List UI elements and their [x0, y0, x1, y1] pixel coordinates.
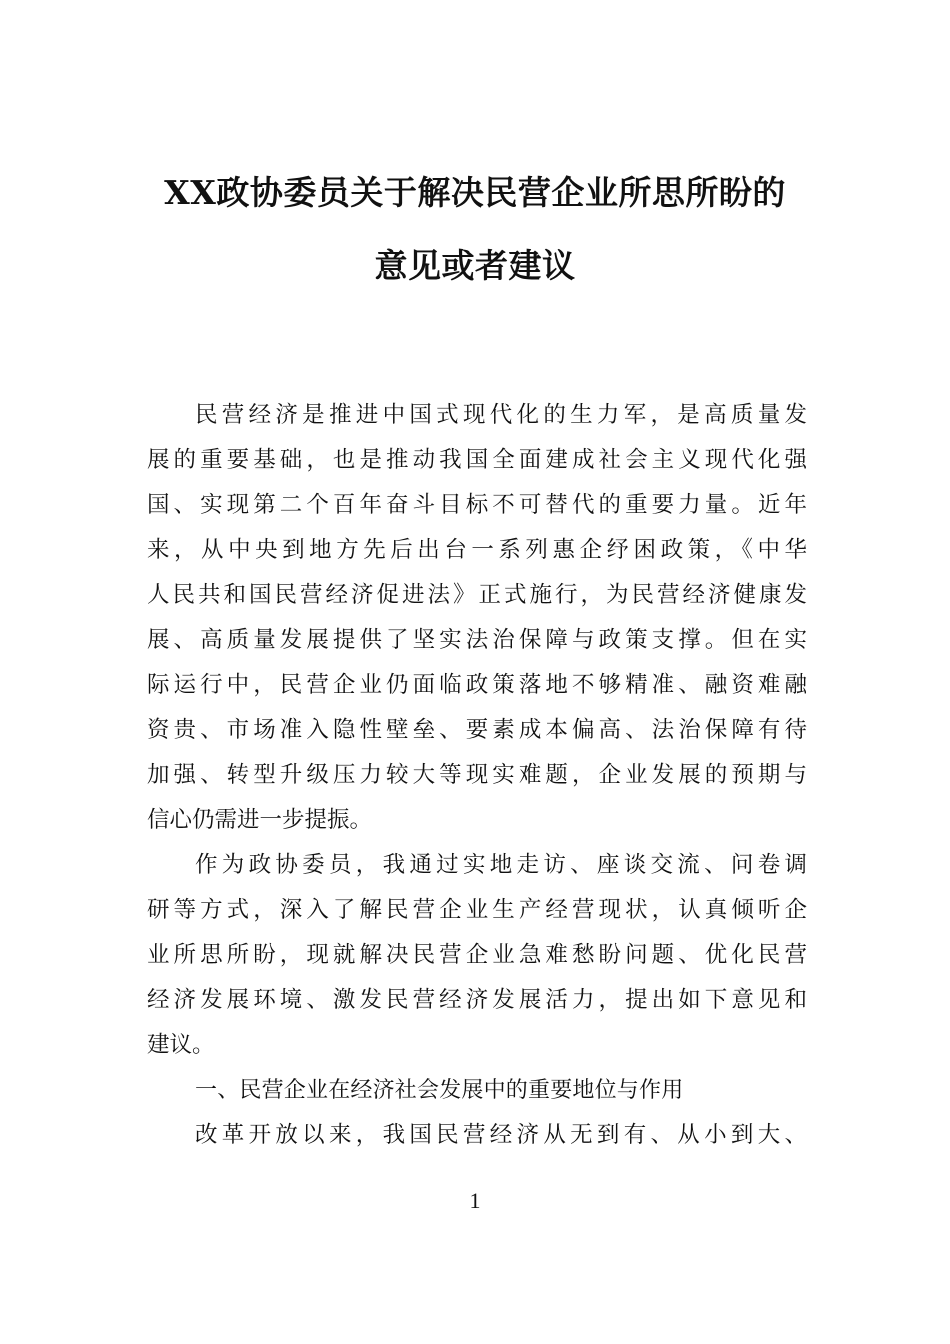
- paragraph-2-line: 作为政协委员，我通过实地走访、座谈交流、问卷调: [195, 852, 807, 878]
- paragraph-1-line: 加强、转型升级压力较大等现实难题，企业发展的预期与: [147, 762, 807, 788]
- paragraph-2-line: 经济发展环境、激发民营经济发展活力，提出如下意见和: [147, 987, 807, 1013]
- paragraph-1-line: 际运行中，民营企业仍面临政策落地不够精准、融资难融: [147, 672, 807, 698]
- paragraph-2-line: 建议。: [147, 1032, 215, 1058]
- paragraph-2-line: 业所思所盼，现就解决民营企业急难愁盼问题、优化民营: [147, 942, 807, 968]
- section-heading-1: 一、民营企业在经济社会发展中的重要地位与作用: [195, 1078, 684, 1103]
- paragraph-1-line: 信心仍需进一步提振。: [147, 807, 373, 833]
- paragraph-1-line: 展、高质量发展提供了坚实法治保障与政策支撑。但在实: [147, 627, 807, 653]
- document-body: [147, 393, 807, 1158]
- paragraph-2-line: 研等方式，深入了解民营企业生产经营现状，认真倾听企: [147, 897, 807, 923]
- paragraph-3-line: 改革开放以来，我国民营经济从无到有、从小到大、: [195, 1122, 807, 1148]
- paragraph-1-line: 人民共和国民营经济促进法》正式施行，为民营经济健康发: [147, 582, 807, 608]
- paragraph-1-line: 民营经济是推进中国式现代化的生力军，是高质量发: [195, 402, 807, 428]
- paragraph-1-line: 展的重要基础，也是推动我国全面建成社会主义现代化强: [147, 447, 807, 473]
- paragraph-1-line: 来，从中央到地方先后出台一系列惠企纾困政策，《中华: [147, 537, 807, 563]
- paragraph-1-line: 资贵、市场准入隐性壁垒、要素成本偏高、法治保障有待: [147, 717, 807, 743]
- paragraph-1-line: 国、实现第二个百年奋斗目标不可替代的重要力量。近年: [147, 492, 807, 518]
- document-title-line-1: XX政协委员关于解决民营企业所思所盼的: [164, 173, 786, 212]
- document-title-line-2: 意见或者建议: [374, 246, 576, 285]
- page-number: 1: [469, 1188, 481, 1213]
